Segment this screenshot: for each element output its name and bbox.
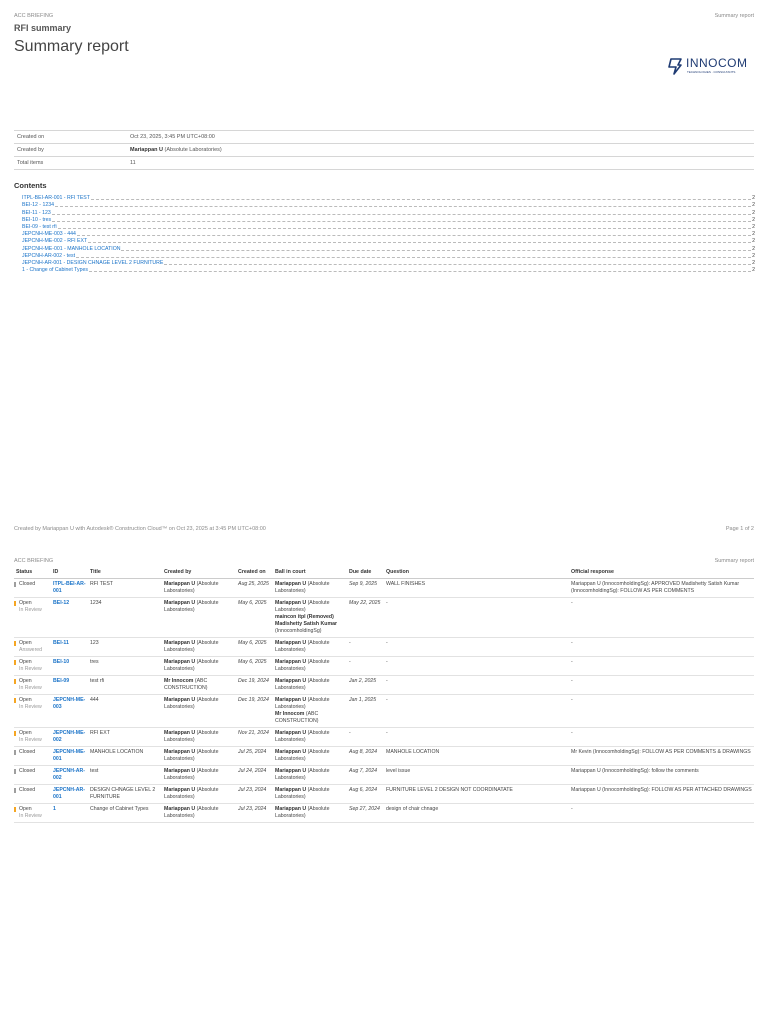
created-on-cell: May 6, 2025	[236, 638, 273, 657]
person-name: Mariappan U	[275, 787, 307, 793]
page-number: Page 1 of 2	[725, 526, 754, 532]
rfi-id-link[interactable]: 1	[53, 806, 56, 812]
column-header: ID	[51, 566, 88, 579]
toc-link[interactable]: JEPCNH-AR-002 - test	[22, 252, 76, 259]
company-logo	[666, 56, 752, 76]
status-sublabel: In Review	[19, 704, 42, 710]
question-cell: level issue	[384, 766, 569, 785]
toc-item[interactable]	[22, 259, 755, 266]
toc-link[interactable]: ITPL-BEI-AR-001 - RFI TEST	[22, 195, 90, 202]
official-response-cell: -	[569, 638, 754, 657]
logo-tagline: TECHNOLOGIES · CONSULTANTS	[687, 70, 736, 74]
status-indicator	[14, 601, 16, 606]
id-cell	[51, 657, 88, 676]
status-cell	[14, 657, 51, 676]
official-response-cell: Mariappan U (InnocomholdingSg): follow the comments	[569, 766, 754, 785]
status-cell	[14, 695, 51, 728]
column-header: Status	[14, 566, 51, 579]
status-indicator	[14, 679, 16, 684]
official-response-cell: -	[569, 657, 754, 676]
official-response-cell: -	[569, 728, 754, 747]
toc-link[interactable]: BEI-11 - 123	[22, 209, 51, 216]
toc-leader	[88, 242, 751, 243]
rfi-table	[14, 566, 754, 823]
toc-leader	[91, 199, 751, 200]
person-org: (Absolute Laboratories)	[164, 749, 219, 762]
official-response-cell: Mariappan U (InnocomholdingSg): APPROVED Madishetty Satish Kumar (InnocomholdingSg): FOLLOW AS PER COMMENTS	[569, 579, 754, 598]
person-org: (Absolute Laboratories)	[275, 640, 330, 653]
person-org: (Absolute Laboratories)	[164, 600, 219, 613]
ball-in-court-cell	[273, 598, 347, 638]
toc-item[interactable]	[22, 252, 755, 259]
created-on-cell: Dec 19, 2024	[236, 676, 273, 695]
person-org: (Absolute Laboratories)	[275, 659, 330, 672]
due-date-cell: Aug 8, 2024	[347, 747, 384, 766]
status-cell	[14, 804, 51, 823]
status-sublabel: Answered	[19, 647, 43, 653]
ball-in-court-entry	[275, 581, 345, 595]
summary-value-main: Oct 23, 2025, 3:45 PM UTC+08:00	[130, 134, 215, 140]
innocom-logo-icon	[666, 57, 684, 75]
created-by-cell	[162, 579, 236, 598]
toc-leader	[52, 214, 751, 215]
status-indicator	[14, 641, 16, 646]
column-header: Created on	[236, 566, 273, 579]
contents-heading: Contents	[14, 181, 47, 190]
summary-value-main: Mariappan U	[130, 147, 164, 153]
id-cell	[51, 598, 88, 638]
toc-leader	[55, 206, 751, 207]
status-sublabel: In Review	[19, 813, 42, 819]
title-cell: MANHOLE LOCATION	[88, 747, 162, 766]
title-cell: RFI TEST	[88, 579, 162, 598]
ball-in-court-cell	[273, 579, 347, 598]
created-by-cell	[162, 638, 236, 657]
person-org: (Absolute Laboratories)	[164, 581, 219, 594]
column-header: Ball in court	[273, 566, 347, 579]
toc-link[interactable]: 1 - Change of Cabinet Types	[22, 267, 88, 274]
person-org: (Absolute Laboratories)	[275, 768, 330, 781]
due-date-cell: Aug 7, 2024	[347, 766, 384, 785]
person-name: Mariappan U	[164, 659, 196, 665]
table-row	[14, 579, 754, 598]
title-cell: 444	[88, 695, 162, 728]
toc-item[interactable]	[22, 208, 755, 215]
id-cell	[51, 766, 88, 785]
id-cell	[51, 728, 88, 747]
person-org: (Absolute Laboratories)	[275, 730, 330, 743]
toc-item[interactable]	[22, 201, 755, 208]
table-row	[14, 747, 754, 766]
person-name: Mariappan U	[275, 749, 307, 755]
status-label: Closed	[19, 749, 36, 755]
person-org: (Absolute Laboratories)	[275, 749, 330, 762]
rfi-id-link[interactable]: JEPCNH-ME-003	[53, 697, 86, 710]
footer-credit: Created by Mariappan U with Autodesk® Construction Cloud™ on Oct 23, 2025 at 3:45 PM UTC+08:00	[14, 526, 266, 532]
toc-leader	[89, 271, 751, 272]
status-cell	[14, 579, 51, 598]
ball-in-court-cell	[273, 804, 347, 823]
created-by-cell	[162, 598, 236, 638]
toc-item[interactable]	[22, 216, 755, 223]
created-on-cell: May 6, 2025	[236, 657, 273, 676]
toc-page-number: 2	[752, 267, 755, 274]
person-org: (Absolute Laboratories)	[275, 806, 330, 819]
toc-item[interactable]	[22, 230, 755, 237]
toc-item[interactable]	[22, 266, 755, 273]
toc-link[interactable]: BEI-12 - 1234	[22, 202, 55, 209]
toc-item[interactable]	[22, 237, 755, 244]
title-cell: RFI EXT	[88, 728, 162, 747]
toc-item[interactable]	[22, 194, 755, 201]
title-cell: Change of Cabinet Types	[88, 804, 162, 823]
created-by-cell	[162, 657, 236, 676]
due-date-cell: Aug 6, 2024	[347, 785, 384, 804]
person-org: (Absolute Laboratories)	[164, 659, 219, 672]
ball-in-court-entry	[275, 730, 345, 744]
summary-value	[127, 144, 754, 157]
ball-in-court-cell	[273, 695, 347, 728]
table-row	[14, 766, 754, 785]
status-indicator	[14, 769, 16, 774]
status-cell	[14, 638, 51, 657]
rfi-id-link[interactable]: JEPCNH-AR-002	[53, 768, 85, 781]
person-name: Mariappan U	[275, 768, 307, 774]
person-org: (Absolute Laboratories)	[164, 768, 219, 781]
status-label: Closed	[19, 768, 36, 774]
status-label: Open	[19, 600, 32, 606]
status-indicator	[14, 698, 16, 703]
created-by-cell	[162, 728, 236, 747]
ball-in-court-entry	[275, 600, 345, 614]
status-cell	[14, 766, 51, 785]
created-on-cell: Jul 25, 2024	[236, 747, 273, 766]
person-name: Mariappan U	[164, 787, 196, 793]
toc-item[interactable]	[22, 244, 755, 251]
rfi-id-link[interactable]: BEI-12	[53, 600, 70, 606]
person-org: (Absolute Laboratories)	[164, 806, 219, 819]
table-row	[14, 785, 754, 804]
created-by-cell	[162, 766, 236, 785]
question-cell: -	[384, 695, 569, 728]
summary-row	[14, 144, 754, 157]
summary-label: Created on	[14, 131, 127, 144]
org-name: ACC BRIEFING	[14, 13, 54, 19]
title-cell: test	[88, 766, 162, 785]
person-org: (Absolute Laboratories)	[275, 787, 330, 800]
status-cell	[14, 728, 51, 747]
toc-item[interactable]	[22, 223, 755, 230]
person-name: Mariappan U	[164, 640, 196, 646]
ball-in-court-entry	[275, 749, 345, 763]
toc-link[interactable]: JEPCNH-ME-003 - 444	[22, 231, 76, 238]
toc-leader	[121, 250, 751, 251]
status-label: Open	[19, 730, 32, 736]
ball-in-court-cell	[273, 657, 347, 676]
created-by-cell	[162, 747, 236, 766]
logo-wordmark: INNOCOM	[686, 56, 748, 70]
person-org: (Absolute Laboratories)	[275, 600, 330, 613]
column-header: Question	[384, 566, 569, 579]
org-name: ACC BRIEFING	[14, 558, 54, 564]
due-date-cell: Jan 1, 2025	[347, 695, 384, 728]
person-name: Mariappan U	[275, 678, 307, 684]
summary-table	[14, 130, 754, 170]
created-on-cell: May 6, 2025	[236, 598, 273, 638]
created-on-cell: Dec 19, 2024	[236, 695, 273, 728]
due-date-cell: May 22, 2025	[347, 598, 384, 638]
person-org: (Absolute Laboratories)	[275, 678, 330, 691]
ball-in-court-entry	[275, 621, 345, 635]
title-cell: 1234	[88, 598, 162, 638]
column-header: Title	[88, 566, 162, 579]
column-header: Created by	[162, 566, 236, 579]
question-cell: -	[384, 657, 569, 676]
status-label: Open	[19, 697, 32, 703]
person-org: (Absolute Laboratories)	[164, 730, 219, 743]
created-by-cell	[162, 804, 236, 823]
id-cell	[51, 676, 88, 695]
official-response-cell: -	[569, 804, 754, 823]
question-cell: design of chair chnage	[384, 804, 569, 823]
question-cell: -	[384, 728, 569, 747]
person-name: Mariappan U	[164, 600, 196, 606]
summary-row	[14, 131, 754, 144]
status-cell	[14, 676, 51, 695]
toc-page-number: 2	[752, 223, 755, 230]
due-date-cell: Sep 27, 2024	[347, 804, 384, 823]
person-name: Mariappan U	[275, 697, 307, 703]
official-response-cell: Mariappan U (InnocomholdingSg): FOLLOW AS PER ATTACHED DRAWINGS	[569, 785, 754, 804]
status-cell	[14, 785, 51, 804]
person-name: Mariappan U	[164, 806, 196, 812]
toc-page-number: 2	[752, 195, 755, 202]
official-response-cell: -	[569, 695, 754, 728]
person-name: Mariappan U	[164, 749, 196, 755]
ball-in-court-entry	[275, 697, 345, 711]
status-label: Closed	[19, 581, 36, 587]
table-row	[14, 728, 754, 747]
ball-in-court-cell	[273, 638, 347, 657]
status-label: Open	[19, 678, 32, 684]
rfi-id-link[interactable]: BEI-11	[53, 640, 69, 646]
status-sublabel: In Review	[19, 737, 42, 743]
person-org: (Absolute Laboratories)	[275, 697, 330, 710]
ball-in-court-cell	[273, 766, 347, 785]
created-on-cell: Aug 25, 2025	[236, 579, 273, 598]
status-indicator	[14, 660, 16, 665]
status-cell	[14, 598, 51, 638]
due-date-cell: -	[347, 638, 384, 657]
corner-label: Summary report	[714, 558, 754, 564]
person-name: maincon itpl (Removed)	[275, 614, 334, 620]
toc-leader	[76, 257, 751, 258]
ball-in-court-entry	[275, 614, 345, 621]
table-row	[14, 695, 754, 728]
toc-page-number: 2	[752, 231, 755, 238]
status-cell	[14, 747, 51, 766]
created-on-cell: Jul 23, 2024	[236, 785, 273, 804]
person-name: Mr Innocom	[164, 678, 194, 684]
rfi-id-link[interactable]: JEPCNH-ME-001	[53, 749, 86, 762]
status-label: Closed	[19, 787, 36, 793]
id-cell	[51, 804, 88, 823]
person-name: Mariappan U	[275, 581, 307, 587]
summary-label: Total items	[14, 157, 127, 170]
person-name: Mariappan U	[275, 806, 307, 812]
created-by-cell	[162, 695, 236, 728]
status-indicator	[14, 731, 16, 736]
toc-link[interactable]: JEPCNH-ME-001 - MANHOLE LOCATION	[22, 245, 121, 252]
status-sublabel: In Review	[19, 607, 42, 613]
toc-page-number: 2	[752, 259, 755, 266]
toc-link[interactable]: BEI-10 - tres	[22, 216, 52, 223]
table-row	[14, 638, 754, 657]
due-date-cell: -	[347, 728, 384, 747]
created-on-cell: Jul 23, 2024	[236, 804, 273, 823]
status-indicator	[14, 788, 16, 793]
rfi-id-link[interactable]: ITPL-BEI-AR-001	[53, 581, 86, 594]
person-org: (Absolute Laboratories)	[275, 581, 330, 594]
column-header: Due date	[347, 566, 384, 579]
table-row	[14, 598, 754, 638]
toc-page-number: 2	[752, 245, 755, 252]
person-name: Mariappan U	[275, 640, 307, 646]
person-org: (Absolute Laboratories)	[164, 787, 219, 800]
table-header-row	[14, 566, 754, 579]
ball-in-court-cell	[273, 728, 347, 747]
id-cell	[51, 695, 88, 728]
toc-page-number: 2	[752, 209, 755, 216]
toc-link[interactable]: BEI-09 - test rfi	[22, 223, 57, 230]
column-header: Official response	[569, 566, 754, 579]
person-org: (ABC CONSTRUCTION)	[275, 711, 319, 724]
ball-in-court-cell	[273, 785, 347, 804]
official-response-cell: -	[569, 676, 754, 695]
rfi-id-link[interactable]: BEI-10	[53, 659, 70, 665]
due-date-cell: -	[347, 657, 384, 676]
table-row	[14, 804, 754, 823]
ball-in-court-entry	[275, 640, 345, 654]
ball-in-court-entry	[275, 806, 345, 820]
status-indicator	[14, 582, 16, 587]
person-name: Mariappan U	[164, 581, 196, 587]
toc-link[interactable]: JEPCNH-AR-001 - DESIGN CHNAGE LEVEL 2 FURNITURE	[22, 259, 164, 266]
status-indicator	[14, 750, 16, 755]
person-org: (ABC CONSTRUCTION)	[164, 678, 208, 691]
person-name: Mariappan U	[275, 659, 307, 665]
toc-leader	[52, 221, 751, 222]
page2-header	[14, 558, 754, 564]
ball-in-court-entry	[275, 659, 345, 673]
summary-value	[127, 157, 754, 170]
summary-value-extra: (Absolute Laboratories)	[163, 147, 222, 153]
question-cell: -	[384, 598, 569, 638]
page1-footer	[14, 526, 754, 532]
person-name: Mr Innocom	[275, 711, 305, 717]
summary-label: Created by	[14, 144, 127, 157]
created-on-cell: Nov 21, 2024	[236, 728, 273, 747]
id-cell	[51, 785, 88, 804]
created-by-cell	[162, 785, 236, 804]
official-response-cell: -	[569, 598, 754, 638]
toc-page-number: 2	[752, 216, 755, 223]
toc-leader	[164, 264, 751, 265]
question-cell: MANHOLE LOCATION	[384, 747, 569, 766]
ball-in-court-cell	[273, 747, 347, 766]
toc-leader	[77, 235, 751, 236]
person-name: Mariappan U	[164, 730, 196, 736]
report-subtitle: RFI summary	[14, 23, 72, 33]
question-cell: WALL FINISHES	[384, 579, 569, 598]
person-name: Mariappan U	[164, 768, 196, 774]
status-sublabel: In Review	[19, 685, 42, 691]
status-label: Open	[19, 806, 32, 812]
status-indicator	[14, 807, 16, 812]
person-name: Mariappan U	[275, 730, 307, 736]
summary-value-main: 11	[130, 160, 136, 166]
status-label: Open	[19, 659, 32, 665]
page1-header	[14, 13, 754, 56]
table-row	[14, 676, 754, 695]
question-cell: -	[384, 676, 569, 695]
ball-in-court-cell	[273, 676, 347, 695]
id-cell	[51, 638, 88, 657]
toc-page-number: 2	[752, 252, 755, 259]
status-sublabel: In Review	[19, 666, 42, 672]
rfi-id-link[interactable]: BEI-09	[53, 678, 70, 684]
person-name: Madishetty Satish Kumar	[275, 621, 337, 627]
rfi-id-link[interactable]: JEPCNH-ME-002	[53, 730, 86, 743]
title-cell: test rfi	[88, 676, 162, 695]
corner-label: Summary report	[714, 13, 754, 19]
official-response-cell: Mr Kevin (InnocomholdingSg): FOLLOW AS PER COMMENTS & DRAWINGS	[569, 747, 754, 766]
question-cell: -	[384, 638, 569, 657]
ball-in-court-entry	[275, 787, 345, 801]
id-cell	[51, 747, 88, 766]
table-row	[14, 657, 754, 676]
ball-in-court-entry	[275, 768, 345, 782]
summary-value	[127, 131, 754, 144]
report-title: Summary report	[14, 38, 129, 55]
title-cell: DESIGN CHNAGE LEVEL 2 FURNITURE	[88, 785, 162, 804]
question-cell: FURNITURE LEVEL 2 DESIGN NOT COORDINATATE	[384, 785, 569, 804]
toc-link[interactable]: JEPCNH-ME-002 - RFI EXT	[22, 238, 88, 245]
id-cell	[51, 579, 88, 598]
rfi-id-link[interactable]: JEPCNH-AR-001	[53, 787, 85, 800]
toc-page-number: 2	[752, 238, 755, 245]
status-label: Open	[19, 640, 32, 646]
title-cell: 123	[88, 638, 162, 657]
summary-row	[14, 157, 754, 170]
person-name: Mariappan U	[275, 600, 307, 606]
ball-in-court-entry	[275, 678, 345, 692]
person-org: (Absolute Laboratories)	[164, 640, 219, 653]
due-date-cell: Sep 9, 2025	[347, 579, 384, 598]
created-by-cell	[162, 676, 236, 695]
title-cell: tres	[88, 657, 162, 676]
toc-page-number: 2	[752, 202, 755, 209]
person-org: (Absolute Laboratories)	[164, 697, 219, 710]
due-date-cell: Jan 2, 2025	[347, 676, 384, 695]
toc-leader	[58, 228, 752, 229]
person-org: (InnocomholdingSg)	[275, 628, 322, 634]
table-of-contents	[22, 194, 755, 273]
created-on-cell: Jul 24, 2024	[236, 766, 273, 785]
person-name: Mariappan U	[164, 697, 196, 703]
ball-in-court-entry	[275, 711, 345, 725]
